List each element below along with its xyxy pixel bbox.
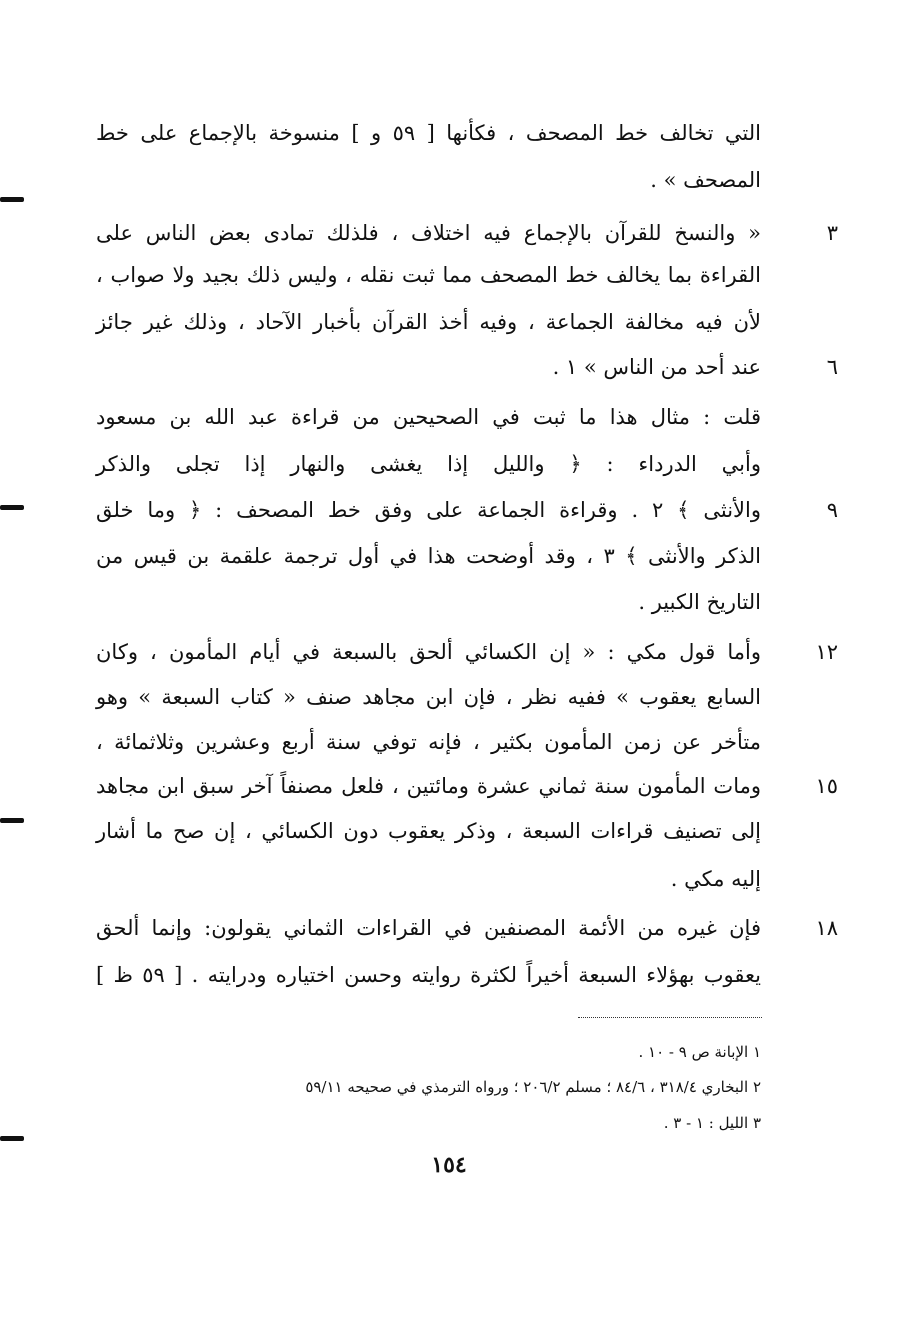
- body-line: فإن غيره من الأئمة المصنفين في القراءات الثماني يقولون: وإنما ألحق: [96, 916, 761, 940]
- body-line: لأن فيه مخالفة الجماعة ، وفيه أخذ القرآن بأخبار الآحاد ، وذلك غير جائز: [96, 310, 761, 334]
- body-line: ومات المأمون سنة ثماني عشرة ومائتين ، فلعل مصنفاً آخر سبق ابن مجاهد: [96, 774, 761, 798]
- line-number: ٩: [826, 498, 838, 522]
- body-line: الذكر والأنثى ﴾ ٣ ، وقد أوضحت هذا في أول ترجمة علقمة بن قيس من: [96, 544, 761, 568]
- footnote: ١ الإبانة ص ٩ - ١٠ .: [638, 1043, 761, 1061]
- line-number: ١٥: [815, 774, 838, 798]
- body-line: متأخر عن زمن المأمون بكثير ، فإنه توفي سنة أربع وعشرين وثلاثمائة ،: [96, 730, 761, 754]
- page-number: ١٥٤: [431, 1152, 467, 1178]
- footnote: ٣ الليل : ١ - ٣ .: [663, 1114, 761, 1132]
- margin-mark: [0, 505, 24, 510]
- footnote-separator: [578, 1017, 762, 1018]
- line-number: ٣: [826, 221, 838, 245]
- body-line: إلى تصنيف قراءات السبعة ، وذكر يعقوب دون الكسائي ، إن صح ما أشار: [96, 819, 761, 843]
- body-line: القراءة بما يخالف خط المصحف مما ثبت نقله ، وليس ذلك بجيد ولا صواب ،: [96, 263, 761, 287]
- body-line: والأنثى ﴾ ٢ . وقراءة الجماعة على وفق خط المصحف : ﴿ وما خلق: [96, 498, 761, 522]
- body-line: قلت : مثال هذا ما ثبت في الصحيحين من قراءة عبد الله بن مسعود: [96, 405, 761, 429]
- margin-mark: [0, 1136, 24, 1141]
- body-line: عند أحد من الناس » ١ .: [552, 355, 761, 379]
- line-number: ١٨: [815, 916, 838, 940]
- line-number: ٦: [826, 355, 838, 379]
- footnote: ٢ البخاري ٣١٨/٤ ، ٨٤/٦ ؛ مسلم ٢٠٦/٢ ؛ ورواه الترمذي في صحيحه ٥٩/١١: [305, 1078, 761, 1096]
- body-line: السابع يعقوب » ففيه نظر ، فإن ابن مجاهد صنف « كتاب السبعة » وهو: [96, 685, 761, 709]
- body-line: إليه مكي .: [670, 867, 761, 891]
- body-line: يعقوب بهؤلاء السبعة أخيراً لكثرة روايته وحسن اختياره ودرايته . [ ٥٩ ظ ]: [96, 963, 761, 987]
- body-line: « والنسخ للقرآن بالإجماع فيه اختلاف ، فلذلك تمادى بعض الناس على: [96, 221, 761, 245]
- body-line: وأبي الدرداء : ﴿ والليل إذا يغشى والنهار إذا تجلى والذكر: [96, 452, 761, 476]
- body-line: المصحف » .: [650, 168, 761, 192]
- margin-mark: [0, 197, 24, 202]
- body-line: التي تخالف خط المصحف ، فكأنها [ ٥٩ و ] منسوخة بالإجماع على خط: [96, 121, 761, 145]
- margin-mark: [0, 818, 24, 823]
- body-line: وأما قول مكي : « إن الكسائي ألحق بالسبعة في أيام المأمون ، وكان: [96, 640, 761, 664]
- body-line: التاريخ الكبير .: [638, 590, 761, 614]
- line-number: ١٢: [815, 640, 838, 664]
